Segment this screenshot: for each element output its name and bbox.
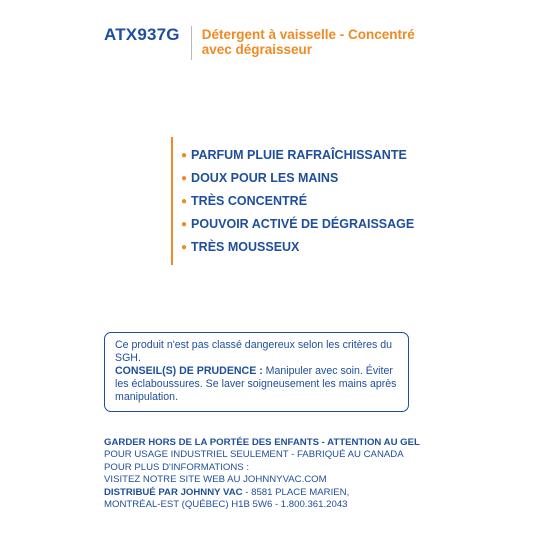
bullet-icon: ●: [181, 219, 188, 230]
feature-text: TRÈS MOUSSEUX: [191, 240, 300, 254]
prudence-label: CONSEIL(S) DE PRUDENCE :: [115, 365, 263, 377]
child-warning: GARDER HORS DE LA PORTÉE DES ENFANTS - ATTENTION AU GEL: [104, 437, 420, 448]
feature-list: [171, 137, 415, 265]
distributor-address: - 8581 PLACE MARIEN,: [242, 486, 350, 498]
label-footer: [104, 437, 420, 511]
usage-note: POUR USAGE INDUSTRIEL SEULEMENT - FABRIQUÉ AU CANADA: [104, 449, 404, 461]
distributor-label: DISTRIBUÉ PAR JOHNNY VAC: [104, 486, 243, 498]
feature-item: [181, 213, 415, 236]
bullet-icon: ●: [181, 196, 188, 207]
distributor-line: [104, 487, 420, 499]
product-title-line-1: Détergent à vaisselle - Concentré: [201, 27, 415, 42]
safety-notice-box: [104, 332, 409, 412]
bullet-icon: ●: [181, 242, 188, 253]
header-divider: [191, 26, 192, 60]
feature-text: TRÈS CONCENTRÉ: [191, 194, 308, 208]
feature-item: [181, 190, 391, 213]
feature-item: [181, 236, 391, 259]
product-code: ATX937G: [104, 25, 180, 44]
feature-text: POUVOIR ACTIVÉ DE DÉGRAISSAGE: [191, 217, 415, 231]
feature-text: PARFUM PLUIE RAFRAÎCHISSANTE: [191, 148, 407, 162]
product-title: [202, 24, 415, 57]
feature-text: DOUX POUR LES MAINS: [191, 171, 339, 185]
feature-item: [181, 167, 391, 190]
bullet-icon: ●: [181, 173, 188, 184]
safety-classification: Ce produit n'est pas classé dangereux selon les critères du SGH.: [115, 339, 393, 364]
bullet-icon: ●: [181, 150, 188, 161]
prudence-text: Manipuler avec soin. Éviter les éclaboussures. Se laver soigneusement les mains après manipulation.: [115, 365, 397, 403]
label-header: [104, 24, 415, 60]
product-title-line-2: avec dégraisseur: [201, 42, 313, 57]
info-label: POUR PLUS D'INFORMATIONS :: [104, 461, 250, 473]
safety-prudence: [115, 365, 398, 404]
website-line: VISITEZ NOTRE SITE WEB AU JOHNNYVAC.COM: [104, 474, 327, 486]
feature-item: [181, 144, 407, 167]
city-phone-line: MONTRÉAL-EST (QUÉBEC) H1B 5W6 - 1.800.361.2043: [104, 499, 348, 511]
